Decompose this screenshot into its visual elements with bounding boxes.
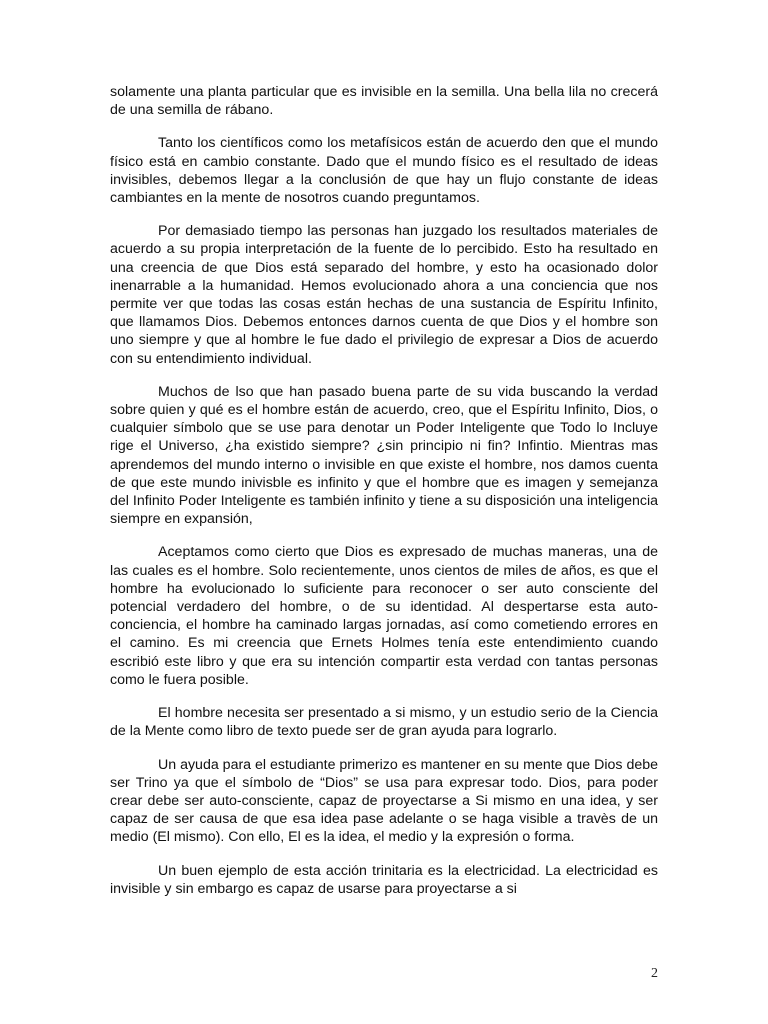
paragraph-2: Tanto los científicos como los metafísicos están de acuerdo den que el mundo físico está en cambio constante. Dado que el mundo físico es el resultado de ideas invisibles, debemos llegar a la conclusión de que hay un flujo constante de ideas cambiantes en la mente de nosotros cuando preguntamos.: [110, 135, 658, 207]
paragraph-3: Por demasiado tiempo las personas han juzgado los resultados materiales de acuerdo a su propia interpretación de la fuente de lo percibido. Esto ha resultado en una creencia de que Dios está separado del hombre, y esto ha ocasionado dolor inenarrable a la humanidad. Hemos evolucionado ahora a una conciencia que nos permite ver que todas las cosas están hechas de una sustancia de Espíritu Infinito, que llamamos Dios. Debemos entonces darnos cuenta de que Dios y el hombre son uno siempre y que al hombre le fue dado el privilegio de expresar a Dios de acuerdo con su entendimiento individual.: [110, 223, 658, 367]
paragraph-8: Un buen ejemplo de esta acción trinitaria es la electricidad. La electricidad es invisible y sin embargo es capaz de usarse para proyectarse a si: [110, 862, 658, 897]
paragraph-5: Aceptamos como cierto que Dios es expresado de muchas maneras, una de las cuales es el hombre. Solo recientemente, unos cientos de miles de años, es que el hombre ha evolucionado lo suficiente para reconocer o ser auto consciente del potencial verdadero del hombre, o de su identidad. Al despertarse esta auto-conciencia, el hombre ha caminado largas jornadas, así como cometiendo errores en el camino. Es mi creencia que Ernets Holmes tenía este entendimiento cuando escribió este libro y que era su intención compartir esta verdad con tantas personas como le fuera posible.: [110, 544, 658, 688]
paragraph-7: Un ayuda para el estudiante primerizo es mantener en su mente que Dios debe ser Trino ya que el símbolo de “Dios” se usa para expresar todo. Dios, para poder crear debe ser auto-consciente, capaz de proyectarse a Si mismo en una idea, y ser capaz de ser causa de que esa idea pase adelante o se haga visible a travès de un medio (El mismo). Con ello, El es la idea, el medio y la expresión o forma.: [110, 756, 659, 846]
paragraph-1: solamente una planta particular que es invisible en la semilla. Una bella lila no crecerá de una semilla de rábano.: [110, 84, 658, 119]
paragraph-6: El hombre necesita ser presentado a si mismo, y un estudio serio de la Ciencia de la Mente como libro de texto puede ser de gran ayuda para lograrlo.: [110, 705, 658, 740]
paragraph-4: Muchos de lso que han pasado buena parte de su vida buscando la verdad sobre quien y qué es el hombre están de acuerdo, creo, que el Espíritu Infinito, Dios, o cualquier símbolo que se use para denotar un Poder Inteligente que Todo lo Incluye rige el Universo, ¿ha existido siempre? ¿sin principio ni fin? Infintio. Mientras mas aprendemos del mundo interno o invisible en que existe el hombre, nos damos cuenta de que este mundo inivisble es infinito y que el hombre que es imagen y semejanza del Infinito Poder Inteligente es también infinito y tiene a su disposición una inteligencia siempre en expansión,: [110, 383, 658, 528]
body-text: [110, 83, 658, 913]
page-number: 2: [651, 966, 658, 981]
